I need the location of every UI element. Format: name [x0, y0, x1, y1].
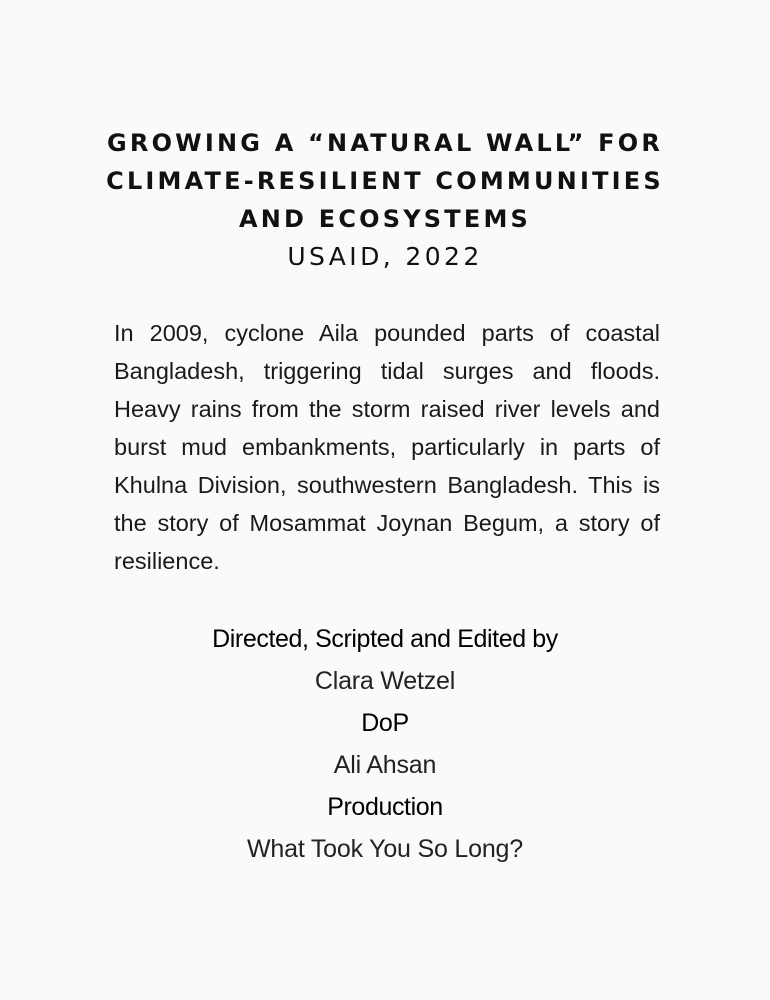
credit-name-director: Clara Wetzel	[314, 667, 456, 695]
title-line-1: GROWING A “NATURAL WALL” FOR	[107, 129, 663, 157]
credit-name-production: What Took You So Long?	[247, 835, 523, 863]
title-block	[60, 124, 710, 276]
title-line-2: CLIMATE-RESILIENT COMMUNITIES	[106, 167, 664, 195]
subtitle: USAID, 2022	[287, 242, 483, 271]
credit-name-dop: Ali Ahsan	[333, 751, 437, 779]
title-line-3: AND ECOSYSTEMS	[238, 205, 532, 233]
credit-role-director: Directed, Scripted and Edited by	[212, 625, 558, 653]
credits-block	[85, 618, 685, 870]
credit-role-production: Production	[327, 793, 443, 821]
body-paragraph: In 2009, cyclone Aila pounded parts of coastal Bangladesh, triggering tidal surges and floods. Heavy rains from the storm raised river levels and burst mud embankments, particularly in parts of Khulna Division, southwestern Bangladesh. This is the story of Mosammat Joynan Begum, a story of resilience.	[114, 320, 660, 574]
credit-role-dop: DoP	[361, 709, 409, 737]
